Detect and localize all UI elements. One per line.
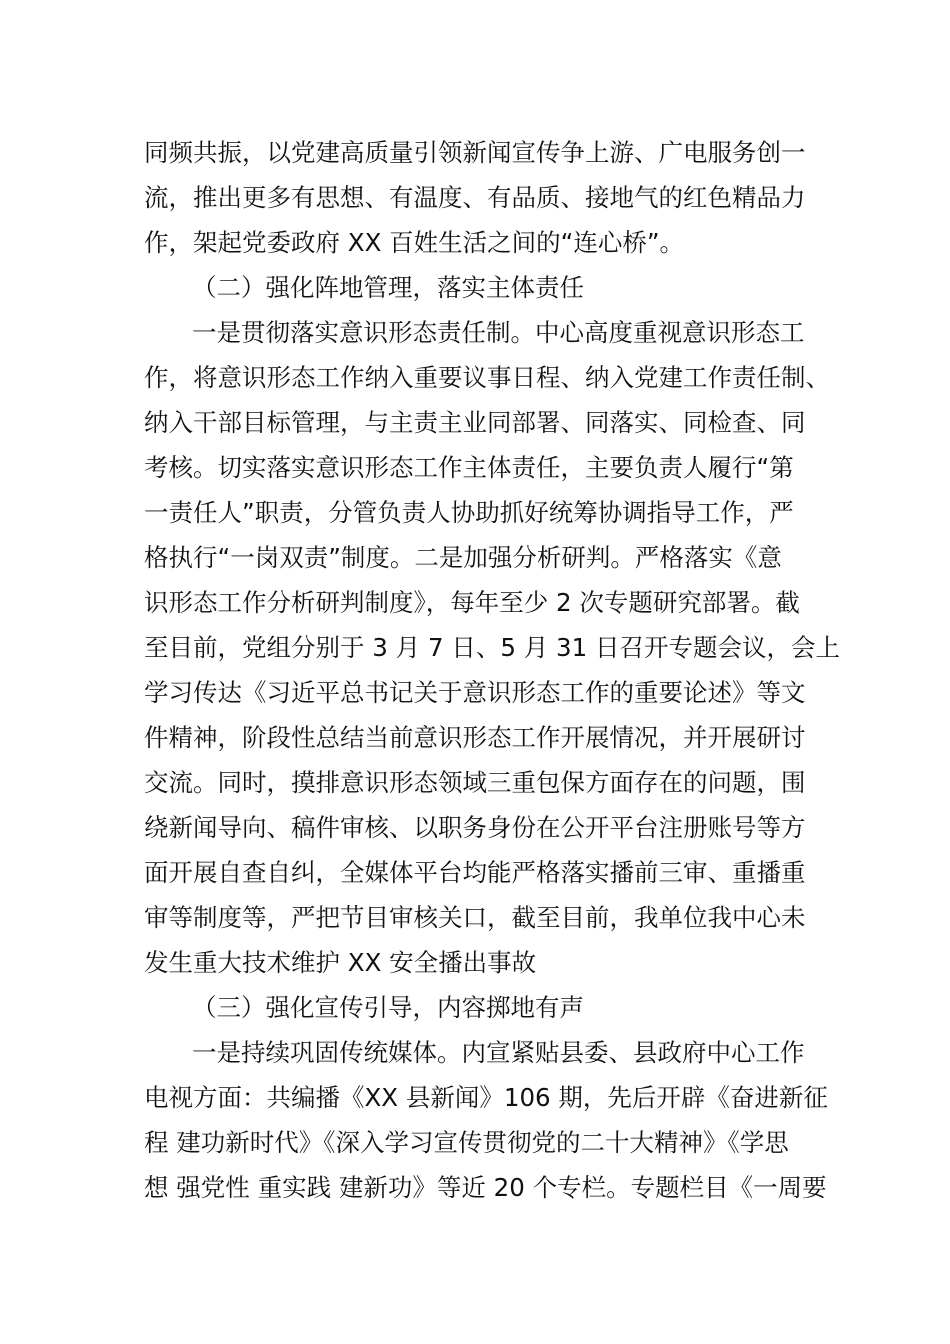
body-line: 纳入干部目标管理，与主责主业同部署、同落实、同检查、同 xyxy=(144,408,806,437)
body-line: 面开展自查自纠，全媒体平台均能严格落实播前三审、重播重 xyxy=(144,858,806,887)
section-heading-2: （二）强化阵地管理，落实主体责任 xyxy=(192,273,584,302)
body-line: 一责任人”职责，分管负责人协助抓好统筹协调指导工作，严 xyxy=(144,498,794,527)
body-line: 绕新闻导向、稿件审核、以职务身份在公开平台注册账号等方 xyxy=(144,813,806,842)
body-line: 审等制度等，严把节目审核关口，截至目前，我单位我中心未 xyxy=(144,903,806,932)
body-line: 想 强党性 重实践 建新功》等近 20 个专栏。专题栏目《一周要 xyxy=(144,1173,827,1202)
body-line: 发生重大技术维护 XX 安全播出事故 xyxy=(144,948,537,977)
body-line: 识形态工作分析研判制度》，每年至少 2 次专题研究部署。截 xyxy=(144,588,800,617)
body-line: 学习传达《习近平总书记关于意识形态工作的重要论述》等文 xyxy=(144,678,806,707)
body-line: 流，推出更多有思想、有温度、有品质、接地气的红色精品力 xyxy=(144,183,806,212)
body-line: 同频共振，以党建高质量引领新闻宣传争上游、广电服务创一 xyxy=(144,138,806,167)
section-heading-3: （三）强化宣传引导，内容掷地有声 xyxy=(192,993,584,1022)
paragraph-start: 一是贯彻落实意识形态责任制。中心高度重视意识形态工 xyxy=(192,318,805,347)
body-line: 格执行“一岗双责”制度。二是加强分析研判。严格落实《意 xyxy=(144,543,782,572)
body-line: 件精神，阶段性总结当前意识形态工作开展情况，并开展研讨 xyxy=(144,723,806,752)
body-line: 作，将意识形态工作纳入重要议事日程、纳入党建工作责任制、 xyxy=(144,363,830,392)
body-line: 考核。切实落实意识形态工作主体责任，主要负责人履行“第 xyxy=(144,453,794,482)
paragraph-start: 一是持续巩固传统媒体。内宣紧贴县委、县政府中心工作 xyxy=(192,1038,805,1067)
body-line: 作，架起党委政府 XX 百姓生活之间的“连心桥”。 xyxy=(144,228,685,257)
body-line: 程 建功新时代》《深入学习宣传贯彻党的二十大精神》《学思 xyxy=(144,1128,789,1157)
body-line: 电视方面：共编播《XX 县新闻》106 期，先后开辟《奋进新征 xyxy=(144,1083,828,1112)
body-line: 交流。同时，摸排意识形态领域三重包保方面存在的问题，围 xyxy=(144,768,806,797)
body-line: 至目前，党组分别于 3 月 7 日、5 月 31 日召开专题会议，会上 xyxy=(144,633,840,662)
